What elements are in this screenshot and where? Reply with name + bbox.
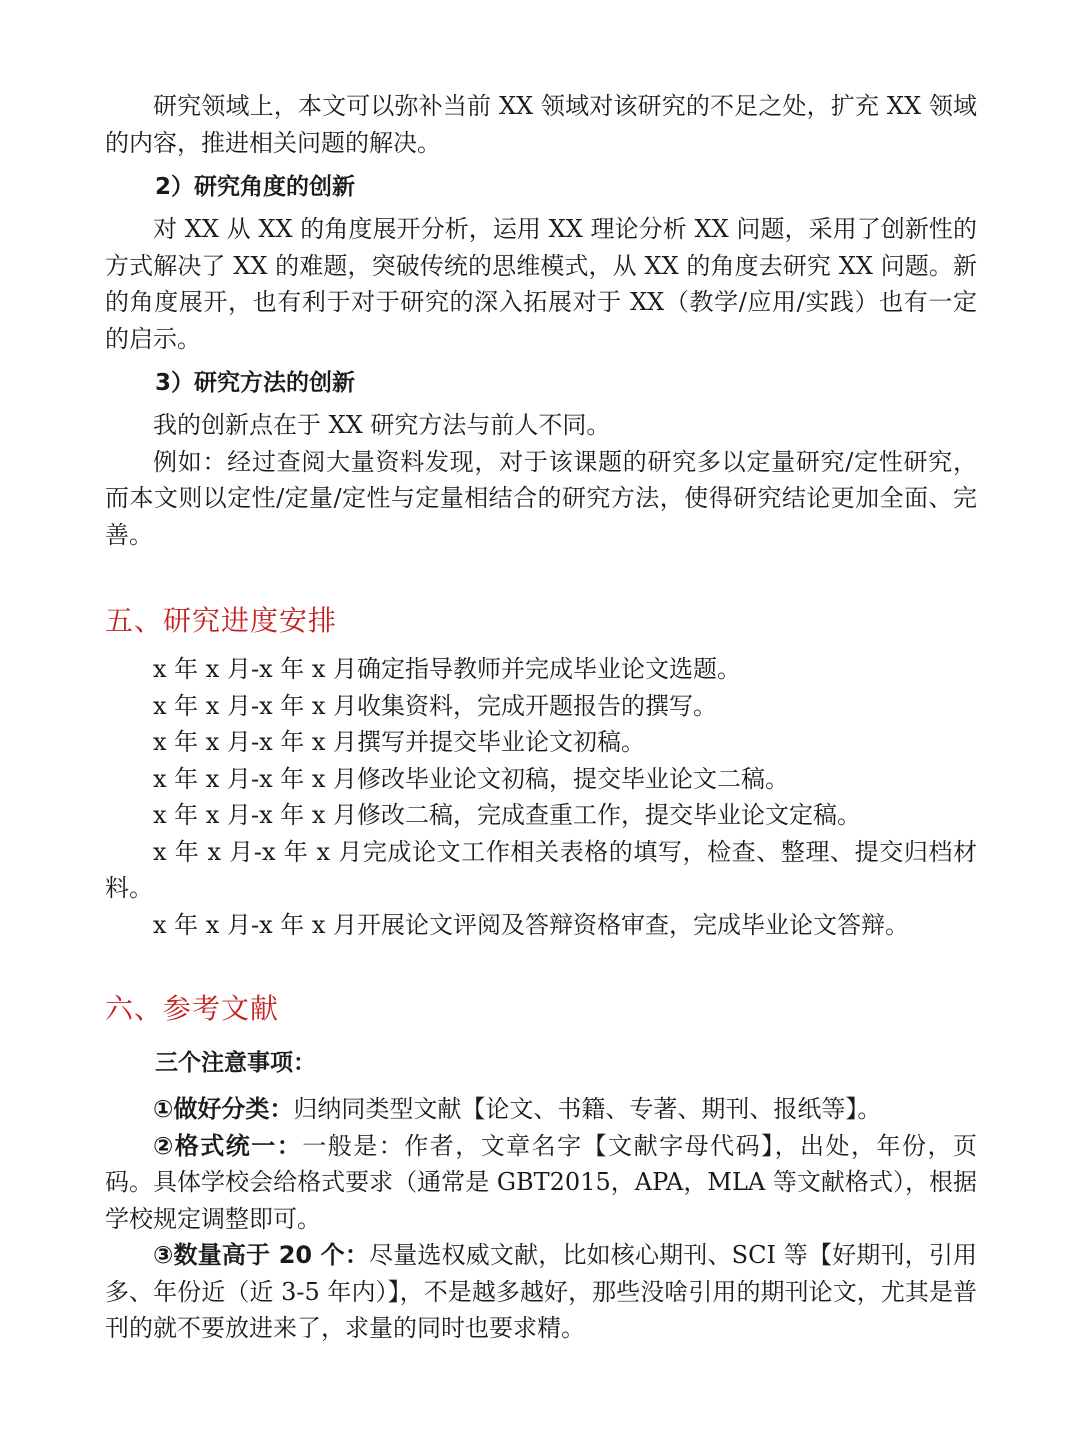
- note-item: [105, 1237, 977, 1347]
- note-lead: ①做好分类：: [153, 1095, 294, 1123]
- notes-title: 三个注意事项：: [155, 1050, 316, 1076]
- paragraph-method-example: 例如：经过查阅大量资料发现，对于该课题的研究多以定量研究/定性研究，而本文则以定性/定量/定性与定量相结合的研究方法，使得研究结论更加全面、完善。: [105, 447, 977, 549]
- paragraph-research-field: 研究领域上，本文可以弥补当前 XX 领域对该研究的不足之处，扩充 XX 领域的内容，推进相关问题的解决。: [105, 92, 977, 157]
- note-text: 尽量选权威文献，比如核心期刊、SCI 等【好期刊，引用多、年份近（近 3-5 年内）】，不是越多越好，那些没啥引用的期刊论文，尤其是普刊的就不要放进来了，求量的同时也要求精。: [105, 1241, 977, 1342]
- note-text: 一般是：作者，文章名字【文献字母代码】，出处，年份，页码。具体学校会给格式要求（通常是 GBT2015，APA，MLA 等文献格式），根据学校规定调整即可。: [105, 1131, 977, 1233]
- schedule-item: x 年 x 月-x 年 x 月完成论文工作相关表格的填写，检查、整理、提交归档材料。: [105, 837, 977, 902]
- section-heading-references: 六、参考文献: [105, 992, 280, 1025]
- schedule-list: [105, 651, 977, 943]
- schedule-item: x 年 x 月-x 年 x 月开展论文评阅及答辩资格审查，完成毕业论文答辩。: [153, 910, 910, 939]
- document-page: [105, 88, 977, 1347]
- note-item: [105, 1128, 977, 1238]
- section-heading-schedule: 五、研究进度安排: [105, 604, 338, 637]
- note-text: 归纳同类型文献【论文、书籍、专著、期刊、报纸等】。: [293, 1095, 882, 1123]
- schedule-item: x 年 x 月-x 年 x 月撰写并提交毕业论文初稿。: [153, 728, 646, 756]
- paragraph-angle-innovation: 对 XX 从 XX 的角度展开分析，运用 XX 理论分析 XX 问题，采用了创新性的方式解决了 XX 的难题，突破传统的思维模式，从 XX 的角度去研究 XX 问题。新的角度展开，也有利于对于研究的深入拓展对于 XX（教学/应用/实践）也有一定的启示。: [105, 215, 977, 353]
- subheading-method-innovation: 3）研究方法的创新: [155, 370, 356, 396]
- schedule-item: x 年 x 月-x 年 x 月修改二稿，完成查重工作，提交毕业论文定稿。: [153, 801, 862, 829]
- note-lead: ③数量高于 20 个：: [153, 1241, 370, 1269]
- note-item: [105, 1091, 977, 1128]
- schedule-item: x 年 x 月-x 年 x 月修改毕业论文初稿，提交毕业论文二稿。: [153, 764, 790, 793]
- schedule-item: x 年 x 月-x 年 x 月确定指导教师并完成毕业论文选题。: [153, 655, 742, 683]
- note-lead: ②格式统一：: [153, 1131, 303, 1160]
- paragraph-method-innovation: 我的创新点在于 XX 研究方法与前人不同。: [153, 411, 611, 439]
- schedule-item: x 年 x 月-x 年 x 月收集资料，完成开题报告的撰写。: [153, 691, 718, 720]
- subheading-angle-innovation: 2）研究角度的创新: [155, 174, 356, 200]
